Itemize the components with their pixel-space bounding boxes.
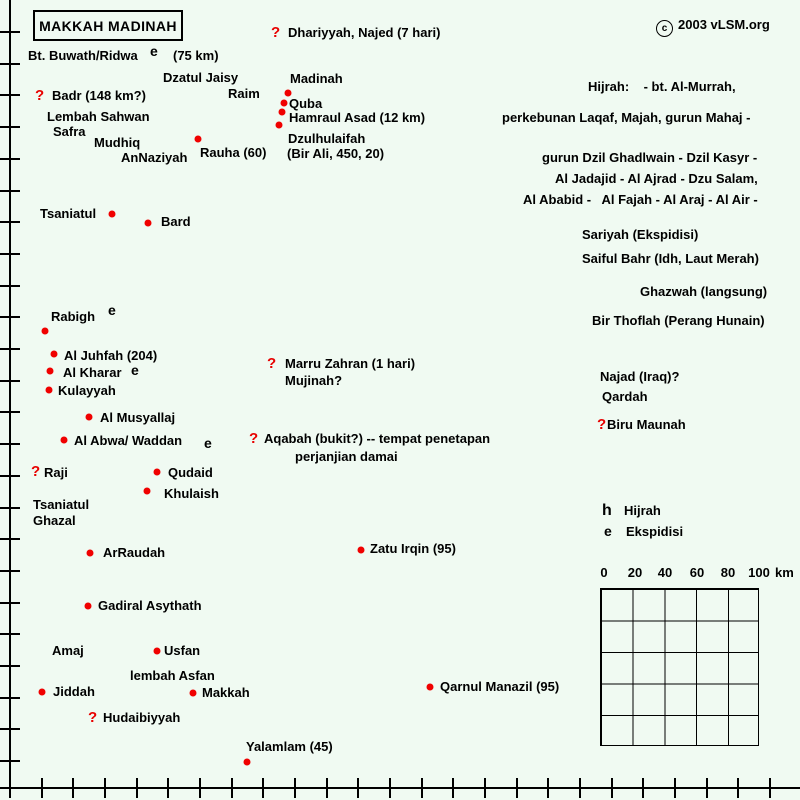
hijrah-symbol: h <box>602 502 612 519</box>
ruler-tick <box>547 778 549 798</box>
label-quba: Quba <box>289 96 323 111</box>
ruler-tick <box>0 63 20 65</box>
ruler-tick <box>452 778 454 798</box>
ruler-tick <box>642 778 644 798</box>
ruler-tick <box>0 253 20 255</box>
route-note-line: Saiful Bahr (Idh, Laut Merah) <box>582 251 759 266</box>
copyright-text: 2003 vLSM.org <box>678 17 770 32</box>
scale-tick-label: 0 <box>600 565 608 580</box>
label-najad-iraq: Najad (Iraq)? <box>600 369 680 384</box>
label-ghazal: Ghazal <box>33 513 76 528</box>
location-dot <box>42 328 49 335</box>
ruler-tick <box>0 221 20 223</box>
ruler-tick <box>262 778 264 798</box>
label-mujinah: Mujinah? <box>285 373 343 388</box>
label-madinah: Madinah <box>290 71 343 86</box>
ruler-tick <box>737 778 739 798</box>
ruler-tick <box>167 778 169 798</box>
label-mudhiq: Mudhiq <box>94 135 141 150</box>
ruler-tick <box>0 348 20 350</box>
label-tsaniatul: Tsaniatul <box>40 206 97 221</box>
location-dot <box>244 759 251 766</box>
label-yalamlam-45: Yalamlam (45) <box>246 739 333 754</box>
label-qudaid: Qudaid <box>168 465 213 480</box>
label-75-km: (75 km) <box>173 48 219 63</box>
label-bard: Bard <box>161 214 191 229</box>
label-jiddah: Jiddah <box>53 684 95 699</box>
scale-tick-label: 40 <box>657 565 673 580</box>
expedition-marker: e <box>108 302 116 318</box>
expedition-marker: e <box>204 435 212 451</box>
ruler-tick <box>0 411 20 413</box>
ruler-tick <box>199 778 201 798</box>
ruler-tick <box>611 778 613 798</box>
ruler-tick <box>0 94 20 96</box>
route-note-line: Ghazwah (langsung) <box>640 284 768 299</box>
label-khulaish: Khulaish <box>164 486 219 501</box>
ruler-tick <box>0 538 20 540</box>
label-bir-ali-450-20: (Bir Ali, 450, 20) <box>287 146 385 161</box>
scale-tick-label: 100 <box>748 565 770 580</box>
ruler-tick <box>0 190 20 192</box>
location-dot <box>47 368 54 375</box>
legend-item-ekspidisi <box>602 522 683 542</box>
label-perjanjian-damai: perjanjian damai <box>295 449 398 464</box>
location-dot <box>190 690 197 697</box>
location-dot <box>279 109 286 116</box>
question-marker: ? <box>249 430 259 447</box>
ruler-tick <box>0 443 20 445</box>
ruler-tick <box>136 778 138 798</box>
label-amaj: Amaj <box>52 643 84 658</box>
location-dot <box>39 689 46 696</box>
location-dot <box>154 469 161 476</box>
label-tsaniatul: Tsaniatul <box>33 497 90 512</box>
location-dot <box>145 220 152 227</box>
question-marker: ? <box>31 463 41 480</box>
location-dot <box>195 136 202 143</box>
label-al-kharar: Al Kharar <box>63 365 122 380</box>
location-dot <box>86 414 93 421</box>
location-dot <box>427 684 434 691</box>
legend-label: Hijrah <box>624 503 661 518</box>
scale-tick-label: 20 <box>627 565 643 580</box>
route-note-line: Al Jadajid - Al Ajrad - Dzu Salam, <box>555 171 758 186</box>
ruler-tick <box>579 778 581 798</box>
label-biru-maunah: Biru Maunah <box>607 417 686 432</box>
ruler-tick <box>0 507 20 509</box>
location-dot <box>358 547 365 554</box>
label-kulayyah: Kulayyah <box>58 383 116 398</box>
route-note-line: Al Ababid - Al Fajah - Al Araj - Al Air - <box>523 192 758 207</box>
route-note-line: perkebunan Laqaf, Majah, gurun Mahaj - <box>502 110 751 125</box>
ruler-tick <box>0 475 20 477</box>
scale-unit: km <box>775 565 794 580</box>
ruler-tick <box>0 31 20 33</box>
location-dot <box>87 550 94 557</box>
expedition-marker: e <box>150 43 158 59</box>
ruler-tick <box>326 778 328 798</box>
ruler-tick <box>0 570 20 572</box>
ruler-tick <box>9 778 11 798</box>
location-dot <box>154 648 161 655</box>
location-dot <box>51 351 58 358</box>
label-hudaibiyyah: Hudaibiyyah <box>103 710 181 725</box>
label-badr-148-km: Badr (148 km?) <box>52 88 146 103</box>
ruler-tick <box>484 778 486 798</box>
scale-tick-label: 80 <box>720 565 736 580</box>
legend-item-hijrah <box>602 502 683 522</box>
location-dot <box>276 122 283 129</box>
label-qardah: Qardah <box>602 389 648 404</box>
label-rauha-60: Rauha (60) <box>200 145 267 160</box>
copyright-icon: c <box>656 20 673 37</box>
question-marker: ? <box>267 355 277 372</box>
legend <box>602 502 683 542</box>
expedition-marker: e <box>131 362 139 378</box>
ruler-tick <box>0 728 20 730</box>
ruler-tick <box>0 158 20 160</box>
question-marker: ? <box>88 709 98 726</box>
label-al-abwa-waddan: Al Abwa/ Waddan <box>74 433 183 448</box>
label-lembah-sahwan: Lembah Sahwan <box>47 109 150 124</box>
ruler-tick <box>389 778 391 798</box>
left-ruler-line <box>9 0 11 789</box>
ruler-tick <box>294 778 296 798</box>
ruler-tick <box>357 778 359 798</box>
ruler-tick <box>674 778 676 798</box>
map-title: MAKKAH MADINAH <box>39 17 177 34</box>
label-usfan: Usfan <box>164 643 201 658</box>
route-note-line: Sariyah (Ekspidisi) <box>582 227 699 242</box>
route-note-line: gurun Dzil Ghadlwain - Dzil Kasyr - <box>542 150 758 165</box>
label-zatu-irqin-95: Zatu Irqin (95) <box>370 541 456 556</box>
scale-grid <box>600 588 759 746</box>
ruler-tick <box>231 778 233 798</box>
ruler-tick <box>72 778 74 798</box>
question-marker: ? <box>35 87 45 104</box>
label-raji: Raji <box>44 465 68 480</box>
label-raim: Raim <box>228 86 260 101</box>
label-hamraul-asad-12-km: Hamraul Asad (12 km) <box>289 110 426 125</box>
route-note-line: Bir Thoflah (Perang Hunain) <box>592 313 765 328</box>
label-makkah: Makkah <box>202 685 250 700</box>
label-aqabah-bukit-tempat-penetapan: Aqabah (bukit?) -- tempat penetapan <box>264 431 491 446</box>
question-marker: ? <box>271 24 281 41</box>
ruler-tick <box>0 665 20 667</box>
ruler-tick <box>0 285 20 287</box>
route-note-line: Hijrah: - bt. Al-Murrah, <box>588 79 736 94</box>
label-annaziyah: AnNaziyah <box>121 150 188 165</box>
location-dot <box>285 90 292 97</box>
label-rabigh: Rabigh <box>51 309 96 324</box>
location-dot <box>109 211 116 218</box>
label-arraudah: ArRaudah <box>103 545 166 560</box>
ruler-tick <box>0 760 20 762</box>
location-dot <box>85 603 92 610</box>
label-qarnul-manazil-95: Qarnul Manazil (95) <box>440 679 560 694</box>
ruler-tick <box>0 633 20 635</box>
copyright <box>656 17 770 37</box>
location-dot <box>281 100 288 107</box>
legend-label: Ekspidisi <box>626 524 684 539</box>
bottom-ruler-line <box>0 787 800 789</box>
label-dhariyyah-najed-7-hari: Dhariyyah, Najed (7 hari) <box>288 25 441 40</box>
label-bt-buwath-ridwa: Bt. Buwath/Ridwa <box>28 48 138 63</box>
ruler-tick <box>41 778 43 798</box>
label-dzatul-jaisy: Dzatul Jaisy <box>163 70 239 85</box>
ruler-tick <box>706 778 708 798</box>
question-marker: ? <box>597 416 607 433</box>
label-al-musyallaj: Al Musyallaj <box>100 410 176 425</box>
location-dot <box>61 437 68 444</box>
ruler-tick <box>516 778 518 798</box>
label-lembah-asfan: lembah Asfan <box>130 668 215 683</box>
ruler-tick <box>0 380 20 382</box>
location-dot <box>46 387 53 394</box>
map-title-box <box>33 10 183 41</box>
label-marru-zahran-1-hari: Marru Zahran (1 hari) <box>285 356 416 371</box>
label-gadiral-asythath: Gadiral Asythath <box>98 598 202 613</box>
location-dot <box>144 488 151 495</box>
ekspidisi-symbol: e <box>604 523 612 539</box>
ruler-tick <box>421 778 423 798</box>
ruler-tick <box>104 778 106 798</box>
label-al-juhfah-204: Al Juhfah (204) <box>64 348 158 363</box>
ruler-tick <box>0 126 20 128</box>
ruler-tick <box>0 602 20 604</box>
scale-tick-label: 60 <box>689 565 705 580</box>
label-dzulhulaifah: Dzulhulaifah <box>288 131 366 146</box>
ruler-tick <box>0 316 20 318</box>
ruler-tick <box>0 697 20 699</box>
label-safra: Safra <box>53 124 86 139</box>
ruler-tick <box>769 778 771 798</box>
